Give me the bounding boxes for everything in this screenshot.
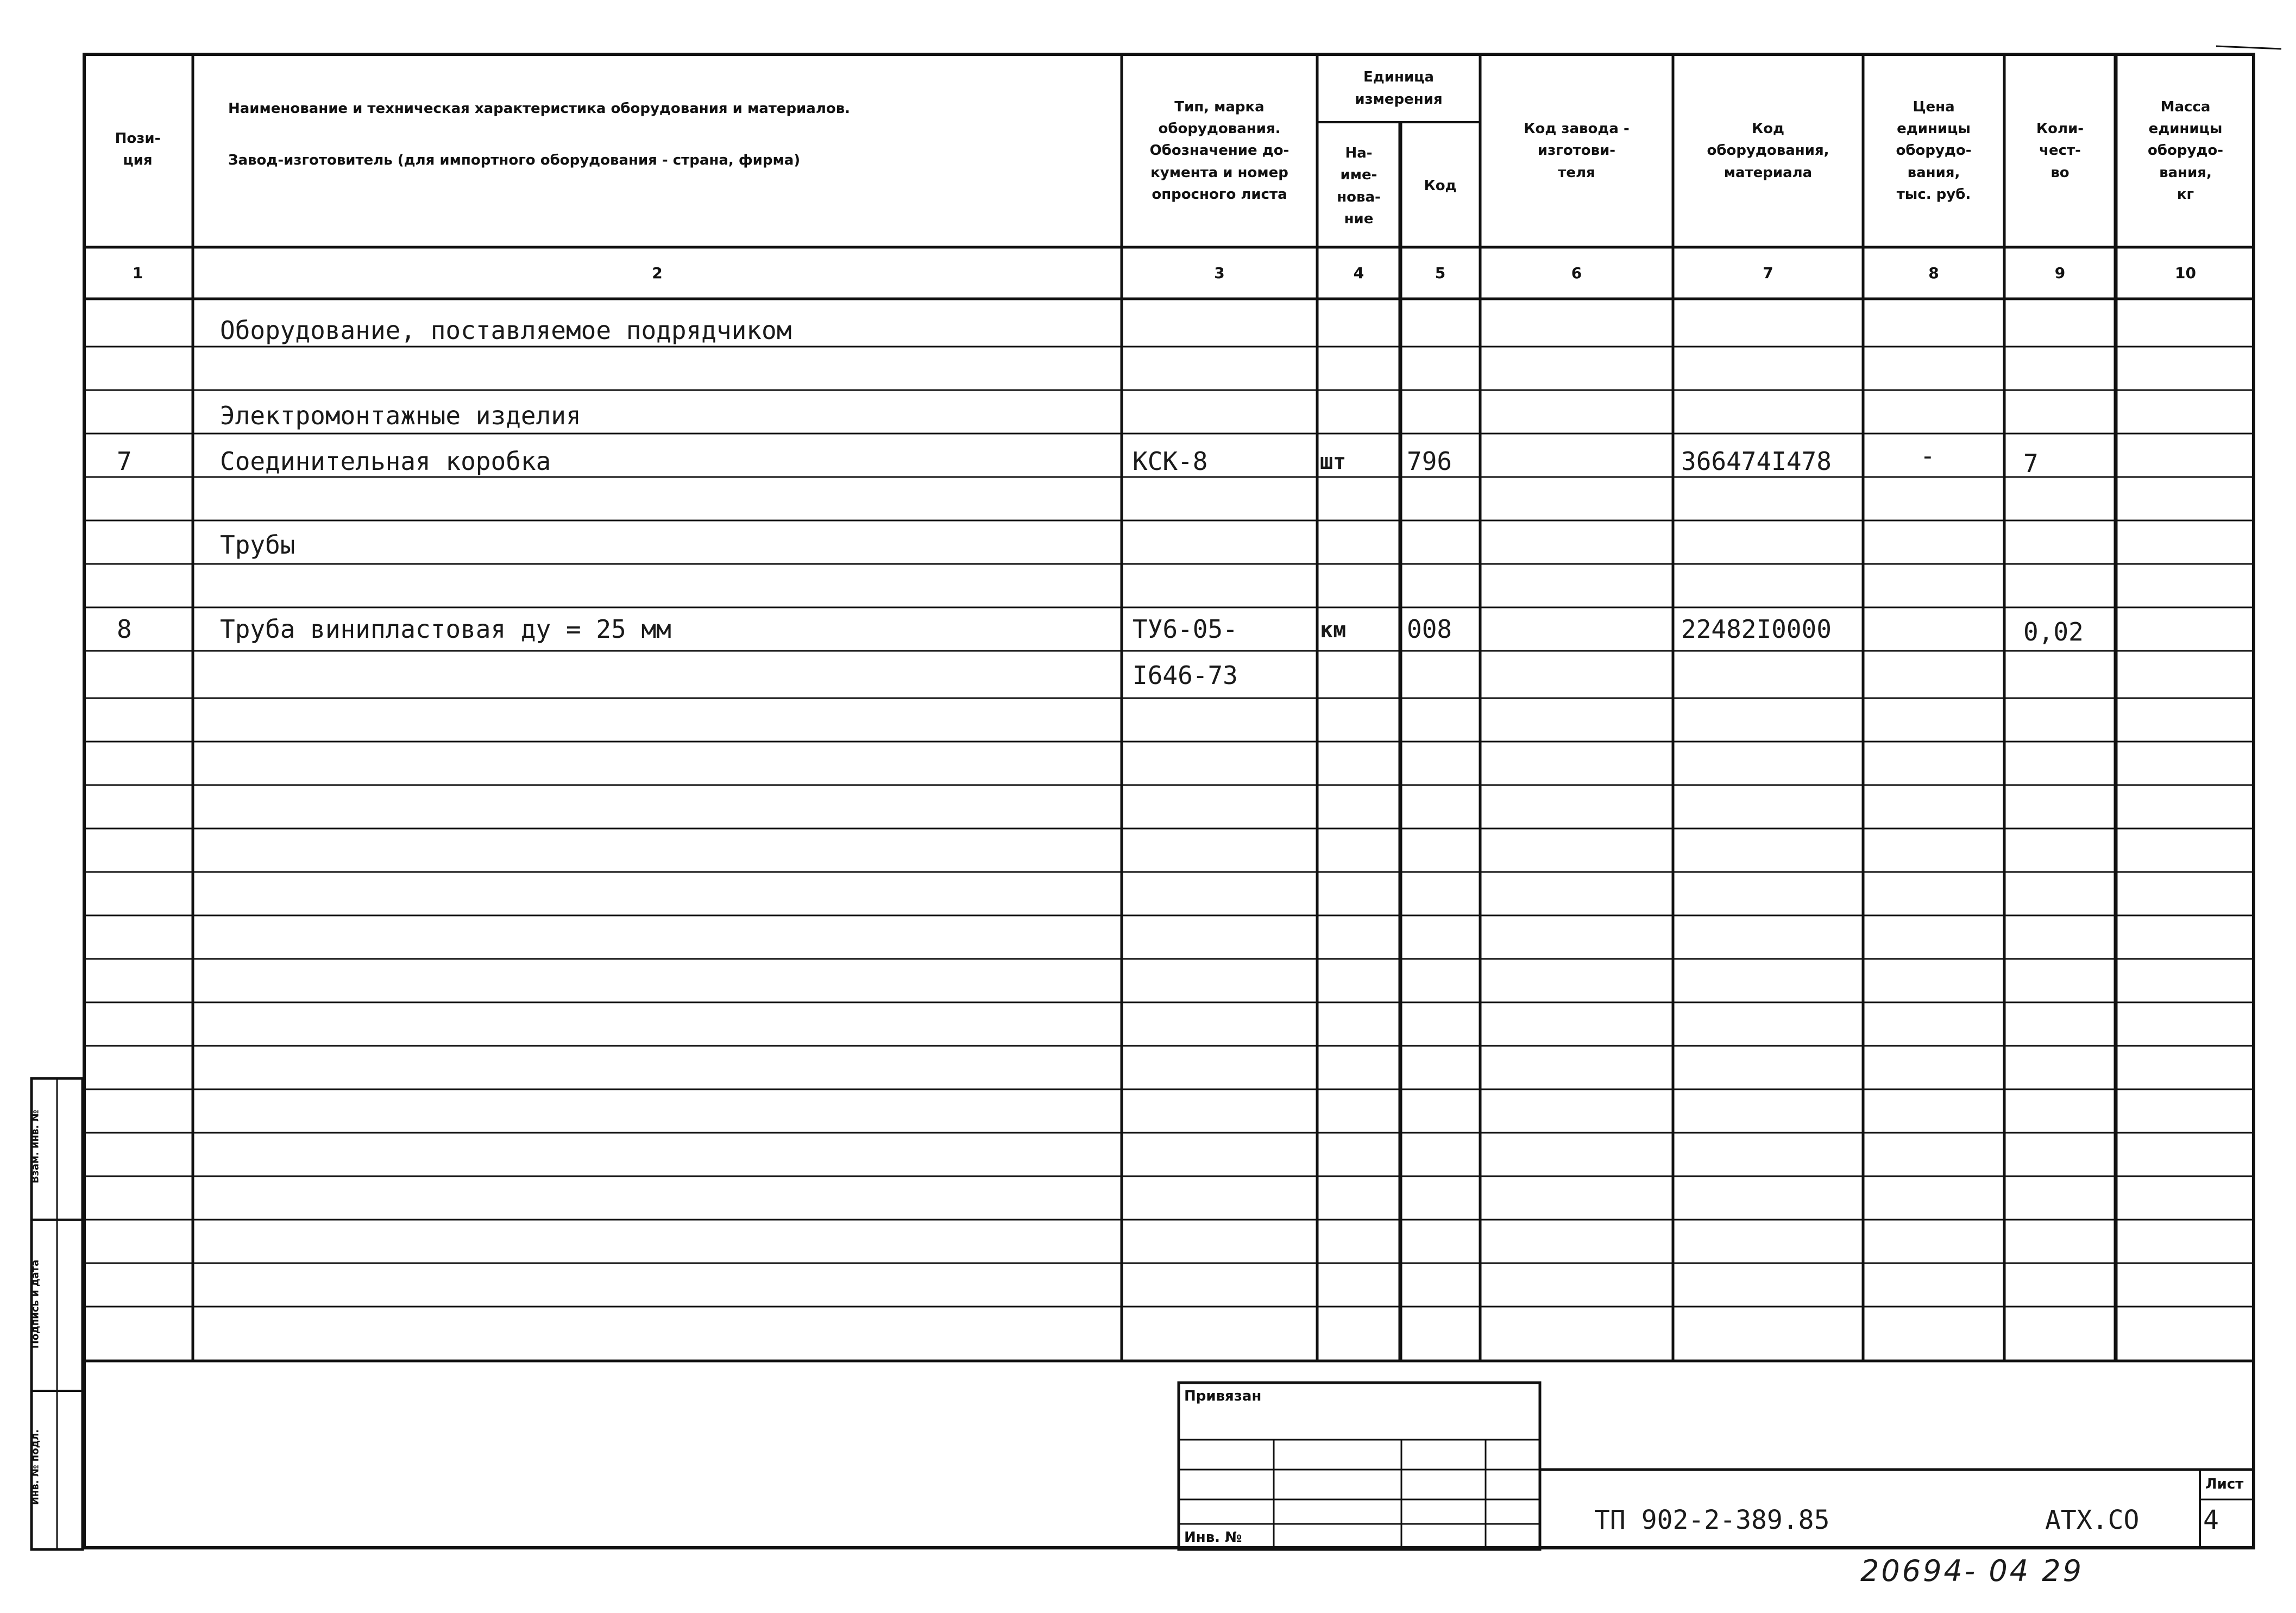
row-price: -	[1920, 441, 1935, 470]
column-number: 5	[1435, 264, 1446, 282]
header-unit: Единица измерения	[1355, 69, 1443, 108]
column-number: 7	[1763, 264, 1773, 282]
header-equipment-code: Код оборудования, материала	[1707, 121, 1829, 181]
row-unit: км	[1320, 618, 1347, 643]
row-name: Соединительная коробка	[220, 447, 551, 476]
row-quantity: 7	[2023, 449, 2039, 478]
sheet-label: Лист	[2205, 1476, 2244, 1492]
column-number: 8	[1928, 264, 1939, 282]
column-number: 2	[652, 264, 663, 282]
header-factory-code: Код завода - изготови- теля	[1524, 121, 1630, 181]
stamp-original-inventory: Инв. № подл.	[29, 1429, 41, 1505]
header-mass: Масса единицы оборудо- вания, кг	[2147, 98, 2224, 203]
document-code: АТХ.СО	[2045, 1505, 2140, 1535]
column-number: 1	[132, 264, 143, 282]
column-number: 10	[2175, 264, 2196, 282]
row-equipment-code: 366474I478	[1681, 447, 1832, 476]
column-number: 3	[1214, 264, 1225, 282]
header-unit-name: На- име- нова- ние	[1337, 145, 1381, 227]
header-quantity: Коли- чест- во	[2036, 121, 2084, 181]
row-position: 7	[117, 447, 132, 476]
sheet-number: 4	[2203, 1505, 2219, 1535]
stamp-replacement-inventory: Взам. инв. №	[29, 1109, 41, 1184]
row-unit-code: 796	[1407, 447, 1452, 476]
attached-label: Привязан	[1184, 1388, 1262, 1404]
row-type: КСК-8	[1133, 447, 1208, 476]
handwritten-archive-number: 20694- 04 29	[1860, 1554, 2084, 1588]
row-quantity: 0,02	[2023, 617, 2084, 647]
header-type: Тип, марка оборудования. Обозначение до- кумента и номер опросного листа	[1149, 98, 1289, 203]
section-title: Оборудование, поставляемое подрядчиком	[220, 316, 792, 345]
header-price: Цена единицы оборудо- вания, тыс. руб.	[1896, 98, 1972, 203]
header-position: Пози- ция	[115, 130, 161, 168]
inventory-label: Инв. №	[1184, 1529, 1242, 1546]
column-number: 9	[2054, 264, 2066, 282]
column-number: 4	[1353, 264, 1364, 282]
header-name-line2: Завод-изготовитель (для импортного оборудования - страна, фирма)	[228, 152, 801, 168]
row-unit-code: 008	[1407, 614, 1452, 644]
row-type: ТУ6-05-	[1133, 614, 1238, 644]
section-title: Трубы	[220, 530, 295, 560]
row-equipment-code: 22482I0000	[1681, 614, 1832, 644]
header-unit-code: Код	[1424, 178, 1457, 194]
row-name: Труба винипластовая ду = 25 мм	[220, 614, 671, 644]
row-position: 8	[117, 614, 132, 644]
document-number: ТП 902-2-389.85	[1594, 1505, 1830, 1535]
stamp-signature-date: Подпись и дата	[29, 1259, 41, 1349]
row-unit: шт	[1320, 449, 1347, 474]
row-type-continued: I646-73	[1133, 661, 1238, 690]
header-name-line1: Наименование и техническая характеристика оборудования и материалов.	[228, 100, 851, 117]
column-number: 6	[1571, 264, 1582, 282]
section-title: Электромонтажные изделия	[220, 401, 581, 430]
